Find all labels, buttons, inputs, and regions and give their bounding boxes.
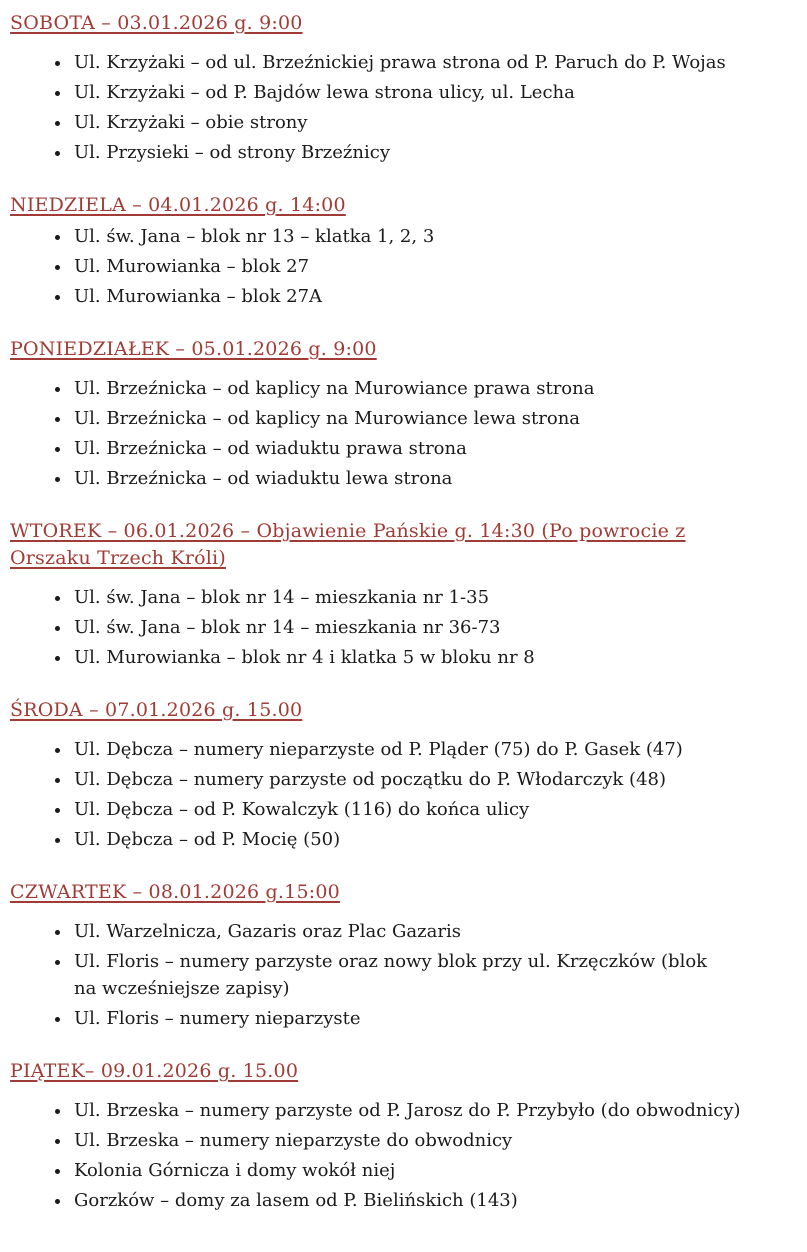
street-item: • Ul. Krzyżaki – od ul. Brzeźnickiej prawa strona od P. Paruch do P. Wojas [72, 49, 795, 76]
street-item: • Ul. Krzyżaki – od P. Bajdów lewa strona ulicy, ul. Lecha [72, 79, 795, 106]
section-niedziela [10, 192, 795, 310]
day-heading-piatek: PIĄTEK– 09.01.2026 g. 15.00 [10, 1060, 299, 1082]
street-item: • Ul. Brzeska – numery parzyste od P. Jarosz do P. Przybyło (do obwodnicy) [72, 1097, 795, 1124]
day-heading-poniedzialek: PONIEDZIAŁEK – 05.01.2026 g. 9:00 [10, 338, 377, 360]
street-item: • Ul. Murowianka – blok 27A [72, 283, 795, 310]
street-item: • Ul. Dębcza – od P. Mocię (50) [72, 826, 795, 853]
street-list-czwartek [10, 918, 795, 1032]
section-wtorek [10, 518, 795, 671]
street-item: • Ul. Floris – numery parzyste oraz nowy blok przy ul. Krzęczków (blok na wcześniejsze zapisy) [72, 948, 734, 1002]
street-item: • Ul. Murowianka – blok 27 [72, 253, 795, 280]
section-sroda [10, 697, 795, 853]
street-item: • Ul. św. Jana – blok nr 14 – mieszkania nr 1-35 [72, 584, 795, 611]
street-item: • Ul. Brzeźnicka – od wiaduktu prawa strona [72, 435, 795, 462]
street-item: • Ul. Brzeźnicka – od wiaduktu lewa strona [72, 465, 795, 492]
section-czwartek [10, 879, 795, 1032]
street-item: • Ul. Dębcza – numery parzyste od początku do P. Włodarczyk (48) [72, 766, 795, 793]
street-item: • Ul. Brzeźnicka – od kaplicy na Murowiance lewa strona [72, 405, 795, 432]
day-heading-niedziela: NIEDZIELA – 04.01.2026 g. 14:00 [10, 194, 346, 216]
street-item: • Gorzków – domy za lasem od P. Bielińskich (143) [72, 1187, 795, 1214]
street-list-poniedzialek [10, 375, 795, 492]
street-item: • Ul. Dębcza – od P. Kowalczyk (116) do końca ulicy [72, 796, 795, 823]
street-list-piatek [10, 1097, 795, 1214]
street-item: • Ul. św. Jana – blok nr 13 – klatka 1, 2, 3 [72, 223, 795, 250]
street-item: • Ul. Krzyżaki – obie strony [72, 109, 795, 136]
section-sobota [10, 10, 795, 166]
street-item: • Ul. Brzeska – numery nieparzyste do obwodnicy [72, 1127, 795, 1154]
street-list-sroda [10, 736, 795, 853]
street-item: • Ul. św. Jana – blok nr 14 – mieszkania nr 36-73 [72, 614, 795, 641]
street-item: • Ul. Brzeźnicka – od kaplicy na Murowiance prawa strona [72, 375, 795, 402]
street-list-niedziela [10, 223, 795, 310]
section-poniedzialek [10, 336, 795, 492]
street-item: • Ul. Dębcza – numery nieparzyste od P. Pląder (75) do P. Gasek (47) [72, 736, 795, 763]
section-piatek [10, 1058, 795, 1214]
day-heading-sroda: ŚRODA – 07.01.2026 g. 15.00 [10, 699, 303, 721]
street-item: • Kolonia Górnicza i domy wokół niej [72, 1157, 795, 1184]
day-heading-czwartek: CZWARTEK – 08.01.2026 g.15:00 [10, 881, 340, 903]
street-item: • Ul. Murowianka – blok nr 4 i klatka 5 w bloku nr 8 [72, 644, 795, 671]
street-list-sobota [10, 49, 795, 166]
street-item: • Ul. Floris – numery nieparzyste [72, 1005, 795, 1032]
day-heading-wtorek: WTOREK – 06.01.2026 – Objawienie Pańskie g. 14:30 (Po powrocie z Orszaku Trzech Króli) [10, 520, 686, 569]
street-list-wtorek [10, 584, 795, 671]
street-item: • Ul. Przysieki – od strony Brzeźnicy [72, 139, 795, 166]
day-heading-sobota: SOBOTA – 03.01.2026 g. 9:00 [10, 12, 303, 34]
street-item: • Ul. Warzelnicza, Gazaris oraz Plac Gazaris [72, 918, 795, 945]
